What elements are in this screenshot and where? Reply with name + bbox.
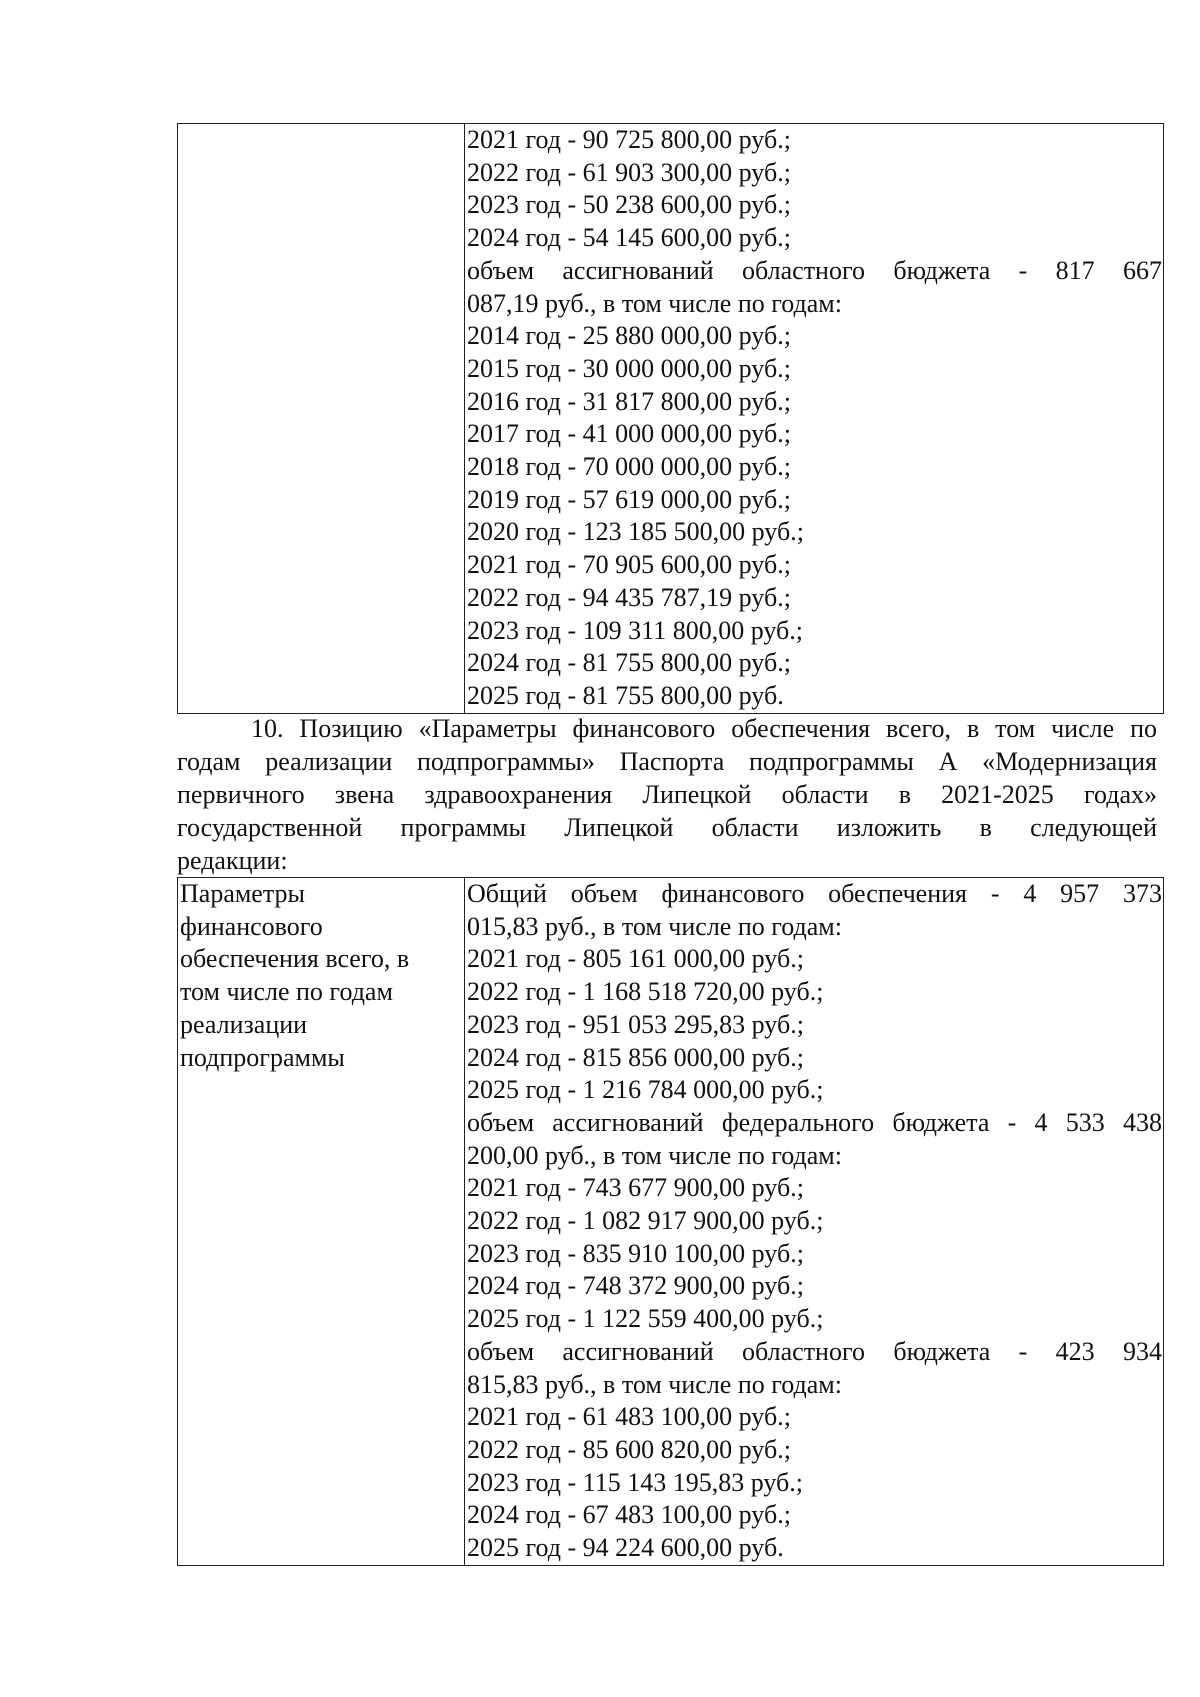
cell-line: 2022 год - 61 903 300,00 руб.;: [467, 157, 791, 187]
cell-line: подпрограммы: [180, 1042, 345, 1072]
cell-line: 2024 год - 67 483 100,00 руб.;: [467, 1500, 791, 1530]
financing-parameters-table: [177, 877, 1164, 1566]
cell-line: финансового: [180, 911, 323, 941]
cell-line: 2025 год - 1 122 559 400,00 руб.;: [467, 1304, 824, 1334]
cell-line: 2021 год - 61 483 100,00 руб.;: [467, 1402, 791, 1432]
cell-line: том числе по годам: [180, 977, 393, 1007]
cell-line: 2025 год - 81 755 800,00 руб.: [467, 680, 784, 710]
cell-line: 2014 год - 25 880 000,00 руб.;: [467, 321, 791, 351]
cell-line: 2022 год - 1 082 917 900,00 руб.;: [467, 1206, 824, 1236]
cell-line: 2021 год - 70 905 600,00 руб.;: [467, 550, 791, 580]
cell-line: 2016 год - 31 817 800,00 руб.;: [467, 386, 791, 416]
cell-line: 2024 год - 748 372 900,00 руб.;: [467, 1271, 804, 1301]
paragraph-line: редакции:: [177, 846, 288, 875]
table-cell-right: [465, 124, 1164, 714]
parameter-name-cell: [178, 878, 465, 1566]
cell-line: объем ассигнований областного бюджета - 817 667: [467, 255, 1162, 285]
cell-line: 2025 год - 94 224 600,00 руб.: [467, 1533, 784, 1563]
cell-line: 2019 год - 57 619 000,00 руб.;: [467, 484, 791, 514]
cell-line: Общий объем финансового обеспечения - 4 957 373: [467, 879, 1162, 908]
cell-line: 2021 год - 805 161 000,00 руб.;: [467, 944, 804, 974]
paragraph-line: 10. Позицию «Параметры финансового обеспечения всего, в том числе по: [251, 714, 1157, 743]
cell-line: 815,83 руб., в том числе по годам:: [467, 1369, 842, 1399]
financing-table-continued: [177, 123, 1164, 714]
amendment-paragraph: [177, 712, 1157, 877]
cell-line: 2015 год - 30 000 000,00 руб.;: [467, 353, 791, 383]
paragraph-line: государственной программы Липецкой области изложить в следующей: [177, 813, 1157, 842]
cell-line: 2023 год - 951 053 295,83 руб.;: [467, 1009, 804, 1039]
cell-line: 2022 год - 94 435 787,19 руб.;: [467, 582, 791, 612]
cell-line: 2021 год - 743 677 900,00 руб.;: [467, 1173, 804, 1203]
cell-line: 2023 год - 50 238 600,00 руб.;: [467, 190, 791, 220]
cell-line: 2025 год - 1 216 784 000,00 руб.;: [467, 1075, 824, 1105]
cell-line: 200,00 руб., в том числе по годам:: [467, 1140, 842, 1170]
cell-line: реализации: [180, 1009, 308, 1039]
cell-line: 2024 год - 815 856 000,00 руб.;: [467, 1042, 804, 1072]
table-row: [178, 878, 1164, 1566]
table-cell-left: [178, 124, 465, 714]
cell-line: 2020 год - 123 185 500,00 руб.;: [467, 517, 804, 547]
paragraph-line: первичного звена здравоохранения Липецкой области в 2021-2025 годах»: [177, 780, 1157, 809]
cell-line: Параметры: [180, 879, 305, 908]
cell-line: 2018 год - 70 000 000,00 руб.;: [467, 452, 791, 482]
cell-line: обеспечения всего, в: [180, 944, 410, 974]
cell-line: 2023 год - 115 143 195,83 руб.;: [467, 1467, 803, 1497]
cell-line: 2023 год - 109 311 800,00 руб.;: [467, 615, 803, 645]
cell-line: 2021 год - 90 725 800,00 руб.;: [467, 125, 791, 154]
cell-line: 2024 год - 81 755 800,00 руб.;: [467, 648, 791, 678]
cell-line: 2023 год - 835 910 100,00 руб.;: [467, 1238, 804, 1268]
parameter-value-cell: [465, 878, 1164, 1566]
paragraph-line: годам реализации подпрограммы» Паспорта подпрограммы А «Модернизация: [177, 747, 1157, 776]
cell-line: 2017 год - 41 000 000,00 руб.;: [467, 419, 791, 449]
cell-line: 2024 год - 54 145 600,00 руб.;: [467, 223, 791, 253]
cell-line: объем ассигнований областного бюджета - 423 934: [467, 1336, 1162, 1366]
table-row: [178, 124, 1164, 714]
cell-line: 087,19 руб., в том числе по годам:: [467, 288, 842, 318]
cell-line: 2022 год - 1 168 518 720,00 руб.;: [467, 977, 824, 1007]
cell-line: объем ассигнований федерального бюджета - 4 533 438: [467, 1107, 1162, 1137]
cell-line: 2022 год - 85 600 820,00 руб.;: [467, 1434, 791, 1464]
cell-line: 015,83 руб., в том числе по годам:: [467, 911, 842, 941]
